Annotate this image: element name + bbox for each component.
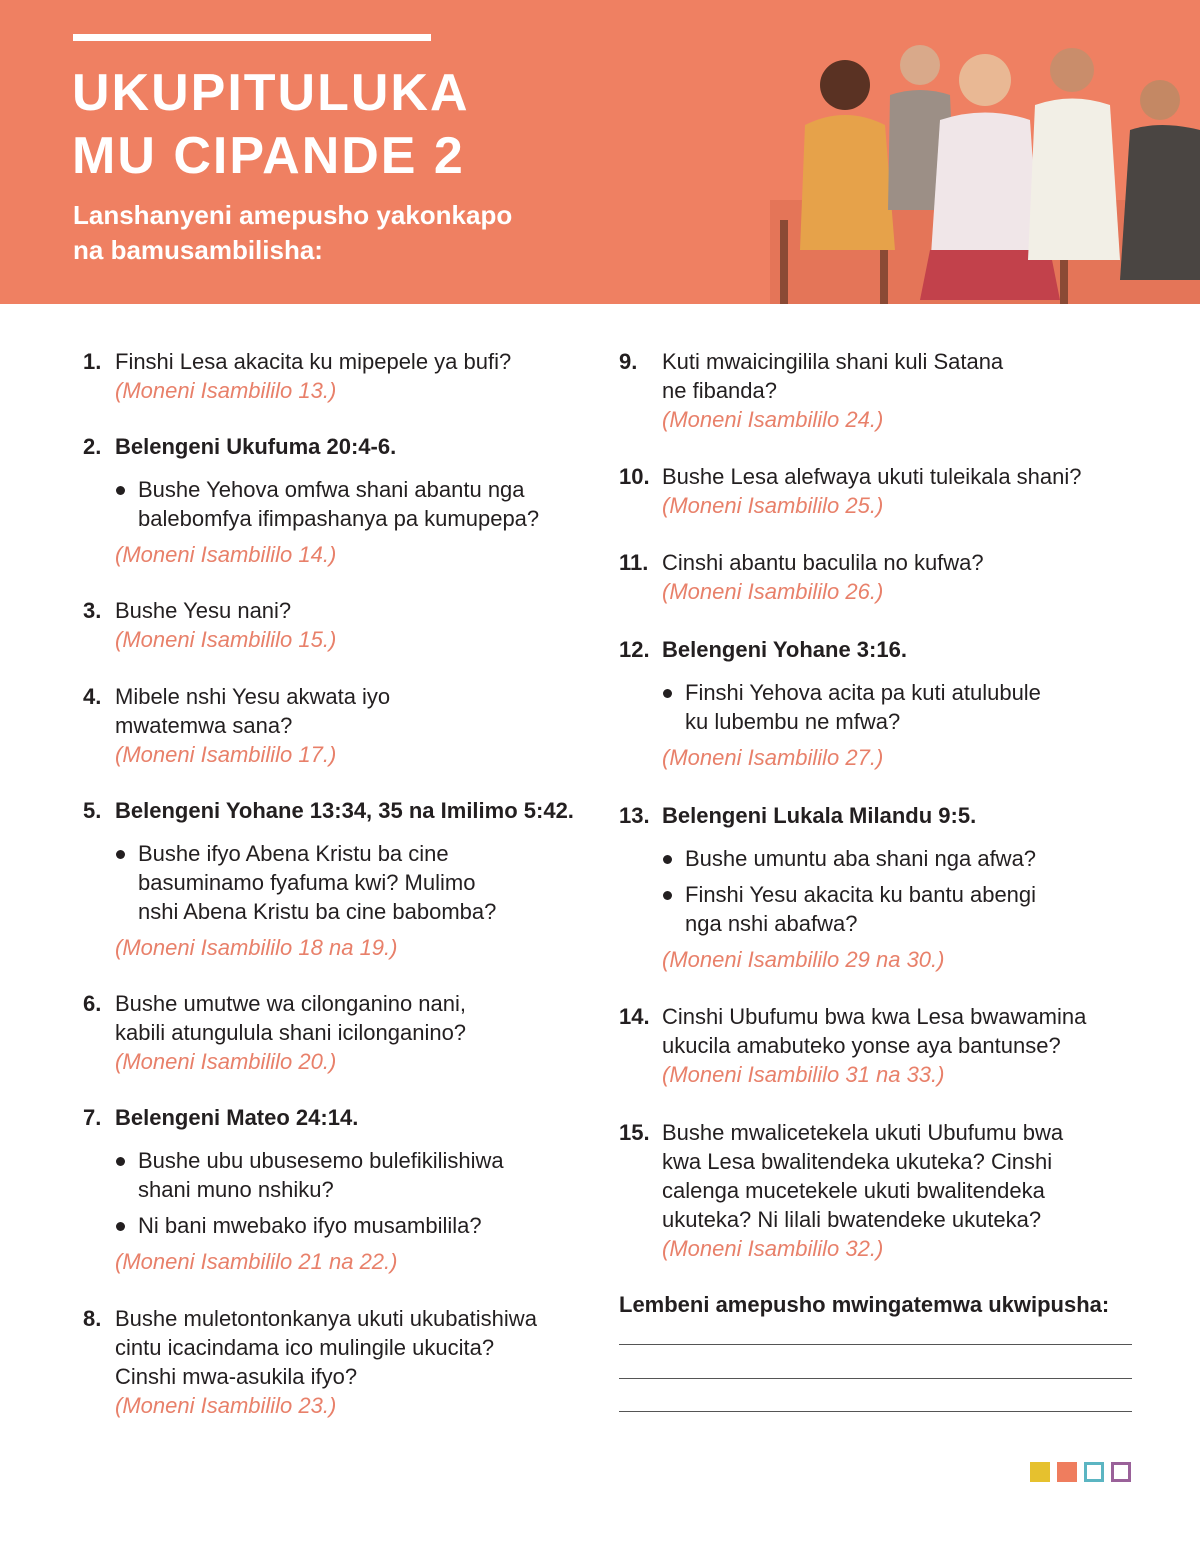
question-text: Belengeni Yohane 13:34, 35 na Imilimo 5:42. (115, 798, 574, 823)
question-text: Belengeni Lukala Milandu 9:5. (662, 803, 977, 828)
lesson-reference: (Moneni Isambililo 31 na 33.) (662, 1062, 945, 1087)
question-item (619, 347, 1003, 434)
lesson-reference: (Moneni Isambililo 27.) (662, 745, 884, 770)
question-text: Belengeni Mateo 24:14. (115, 1105, 359, 1130)
question-number: 15. (619, 1120, 650, 1145)
lesson-reference: (Moneni Isambililo 17.) (115, 742, 337, 767)
question-item (619, 1002, 1086, 1089)
purple-outline-square-icon (1111, 1462, 1131, 1482)
yellow-square-icon (1030, 1462, 1050, 1482)
question-number: 4. (83, 684, 102, 709)
question-item (619, 801, 1036, 974)
question-text: Bushe mwalicetekela ukuti Ubufumu bwa kwa Lesa bwalitendeka ukuteka? Cinshi calenga mucetekele ukuti bwalitendeka ukuteka? Ni lilali bwatendeke ukuteka? (662, 1120, 1064, 1232)
question-item (83, 1103, 504, 1276)
question-item (619, 548, 984, 606)
answer-line[interactable] (619, 1411, 1132, 1412)
answer-line[interactable] (619, 1344, 1132, 1345)
header-banner (0, 0, 1200, 304)
lesson-reference: (Moneni Isambililo 15.) (115, 627, 337, 652)
lesson-reference: (Moneni Isambililo 26.) (662, 579, 884, 604)
question-item (83, 1304, 537, 1420)
question-number: 14. (619, 1004, 650, 1029)
bullet-question: Finshi Yehova acita pa kuti atulubule ku lubembu ne mfwa? (662, 678, 1041, 736)
question-number: 2. (83, 434, 102, 459)
question-item (83, 596, 336, 654)
question-text: Finshi Lesa akacita ku mipepele ya bufi? (115, 349, 512, 374)
question-number: 9. (619, 349, 638, 374)
orange-square-icon (1057, 1462, 1077, 1482)
question-text: Bushe umutwe wa cilonganino nani, kabili atungulula shani icilonganino? (115, 991, 467, 1045)
lesson-reference: (Moneni Isambililo 14.) (115, 542, 337, 567)
question-item (83, 432, 539, 569)
question-number: 6. (83, 991, 102, 1016)
page-title: UKUPITULUKA MU CIPANDE 2 (72, 64, 470, 185)
question-number: 8. (83, 1306, 102, 1331)
bullet-question: Finshi Yesu akacita ku bantu abengi nga nshi abafwa? (662, 880, 1036, 938)
question-item (83, 796, 574, 962)
question-text: Mibele nshi Yesu akwata iyo mwatemwa sana? (115, 684, 391, 738)
question-number: 1. (83, 349, 102, 374)
question-text: Cinshi Ubufumu bwa kwa Lesa bwawamina ukucila amabuteko yonse aya bantunse? (662, 1004, 1087, 1058)
question-text: Kuti mwaicingilila shani kuli Satana ne fibanda? (662, 349, 1004, 403)
lesson-reference: (Moneni Isambililo 29 na 30.) (662, 947, 945, 972)
question-number: 12. (619, 637, 650, 662)
question-number: 10. (619, 464, 650, 489)
question-text: Bushe Lesa alefwaya ukuti tuleikala shani? (662, 464, 1082, 489)
bullet-question: Bushe Yehova omfwa shani abantu nga balebomfya ifimpashanya pa kumupepa? (115, 475, 539, 533)
people-illustration (760, 30, 1200, 304)
question-text: Bushe muletontonkanya ukuti ukubatishiwa cintu icacindama ico mulingile ukucita? Cinshi mwa-asukila ifyo? (115, 1306, 537, 1389)
question-number: 7. (83, 1105, 102, 1130)
lesson-reference: (Moneni Isambililo 20.) (115, 1049, 337, 1074)
question-item (83, 347, 511, 405)
lesson-reference: (Moneni Isambililo 23.) (115, 1393, 337, 1418)
question-text: Bushe Yesu nani? (115, 598, 292, 623)
bullet-question: Bushe ubu ubusesemo bulefikilishiwa shani muno nshiku? (115, 1146, 504, 1204)
question-number: 13. (619, 803, 650, 828)
question-item (619, 1118, 1063, 1263)
question-text: Belengeni Ukufuma 20:4-6. (115, 434, 397, 459)
bullet-question: Bushe ifyo Abena Kristu ba cine basuminamo fyafuma kwi? Mulimo nshi Abena Kristu ba cine babomba? (115, 839, 574, 926)
write-questions-prompt: Lembeni amepusho mwingatemwa ukwipusha: (619, 1292, 1110, 1317)
lesson-reference: (Moneni Isambililo 32.) (662, 1236, 884, 1261)
lesson-reference: (Moneni Isambililo 21 na 22.) (115, 1249, 398, 1274)
question-item (83, 682, 390, 769)
title-rule (73, 34, 431, 41)
question-item (619, 462, 1082, 520)
lesson-reference: (Moneni Isambililo 18 na 19.) (115, 935, 398, 960)
question-number: 11. (619, 550, 649, 575)
question-text: Cinshi abantu baculila no kufwa? (662, 550, 984, 575)
question-item (83, 989, 466, 1076)
question-number: 3. (83, 598, 102, 623)
bullet-question: Bushe umuntu aba shani nga afwa? (662, 844, 1036, 873)
question-item (619, 635, 1041, 772)
lesson-reference: (Moneni Isambililo 13.) (115, 378, 337, 403)
bullet-question: Ni bani mwebako ifyo musambilila? (115, 1211, 504, 1240)
page-subtitle: Lanshanyeni amepusho yakonkapo na bamusambilisha: (73, 200, 513, 265)
question-text: Belengeni Yohane 3:16. (662, 637, 907, 662)
question-number: 5. (83, 798, 102, 823)
teal-outline-square-icon (1084, 1462, 1104, 1482)
lesson-reference: (Moneni Isambililo 25.) (662, 493, 884, 518)
answer-line[interactable] (619, 1378, 1132, 1379)
lesson-reference: (Moneni Isambililo 24.) (662, 407, 884, 432)
